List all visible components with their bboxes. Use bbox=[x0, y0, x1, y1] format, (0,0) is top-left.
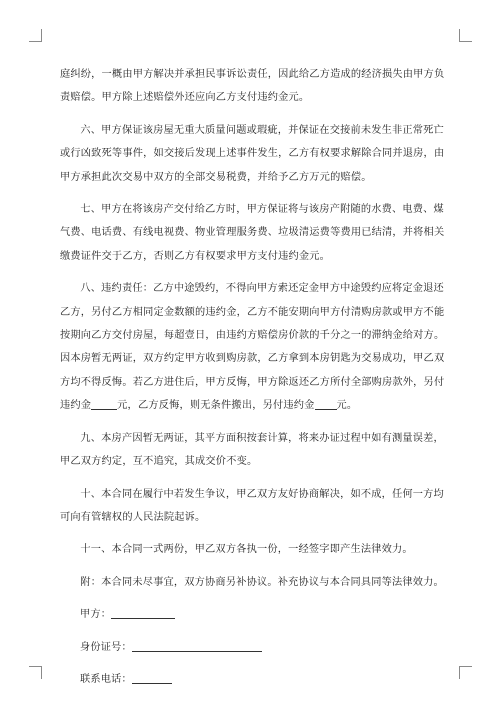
penalty-text: 元，乙方反悔，则无条件搬出，另付违约金 bbox=[117, 400, 315, 412]
clause-ten bbox=[60, 483, 444, 530]
text-line: 可向有管辖权的人民法院起诉。 bbox=[60, 511, 206, 523]
penalty-line bbox=[60, 394, 444, 417]
clause-nine bbox=[60, 427, 444, 474]
party-a-field bbox=[60, 603, 444, 626]
id-number-label: 身份证号： bbox=[80, 641, 132, 653]
party-a-label: 甲方： bbox=[80, 609, 112, 621]
text-line: 按期向乙方交付房屋，每超壹日，由违约方赔偿房价款的千分之一的滞纳金给对方。 bbox=[60, 330, 444, 342]
penalty-amount-blank bbox=[91, 397, 117, 410]
text-line: 庭纠纷，一概由甲方解决并承担民事诉讼责任，因此给乙方造成的经济损失由甲方负 bbox=[60, 69, 444, 80]
text-line: 附：本合同未尽事宜，双方协商另补协议。补充协议与本合同具同等法律效力。 bbox=[80, 576, 444, 588]
text-line: 或行凶致死等事件，如交接后发现上述事件发生，乙方有权要求解除合同并退房，由 bbox=[60, 148, 444, 160]
text-line: 因本房暂无两证，双方约定甲方收到购房款，乙方拿到本房钥匙为交易成功，甲乙双 bbox=[60, 353, 444, 365]
phone-blank bbox=[132, 671, 172, 684]
text-line: 甲乙双方约定，互不追究，其成交价不变。 bbox=[60, 456, 258, 468]
penalty-amount-blank-2 bbox=[315, 397, 337, 410]
crop-mark-bottom-left bbox=[29, 666, 42, 679]
clause-eleven bbox=[60, 538, 444, 561]
text-line: 方均不得反悔。若乙方进住后，甲方反悔，甲方除返还乙方所付全部购房款外，另付 bbox=[60, 376, 444, 388]
id-number-blank bbox=[132, 639, 262, 652]
clause-six bbox=[60, 119, 444, 189]
penalty-text: 元。 bbox=[336, 400, 358, 412]
crop-mark-top-left bbox=[29, 29, 42, 42]
paragraph-continuation bbox=[60, 63, 444, 110]
text-line: 八、违约责任：乙方中途毁约，不得向甲方索还定金甲方中途毁约应将定金退还 bbox=[80, 283, 444, 295]
party-a-blank bbox=[111, 606, 175, 619]
text-line: 六、甲方保证该房屋无重大质量问题或瑕疵，并保证在交接前未发生非正常死亡 bbox=[80, 124, 444, 136]
text-line: 责赔偿。甲方除上述赔偿外还应向乙方支付违约金元。 bbox=[60, 92, 310, 104]
text-line: 气费、电话费、有线电视费、物业管理服务费、垃圾清运费等费用已结清，并将相关 bbox=[60, 227, 444, 239]
clause-seven bbox=[60, 198, 444, 268]
text-line: 七、甲方在将该房产交付给乙方时，甲方保证将与该房产附随的水费、电费、煤 bbox=[80, 204, 444, 216]
text-line: 十、本合同在履行中若发生争议，甲乙双方友好协商解决，如不成，任何一方均 bbox=[80, 488, 444, 500]
appendix-note bbox=[60, 571, 444, 594]
text-line: 九、本房产因暂无两证，其平方面积按套计算，将来办证过程中如有测量误差， bbox=[80, 432, 444, 444]
text-line: 十一、本合同一式两份，甲乙双方各执一份，一经签字即产生法律效力。 bbox=[80, 544, 413, 556]
contract-body bbox=[60, 63, 444, 700]
penalty-text: 违约金 bbox=[60, 400, 92, 412]
phone-field bbox=[60, 668, 444, 691]
text-line: 乙方，另付乙方相同定金数额的违约金，乙方不能安期向甲方付清购房款或甲方不能 bbox=[60, 306, 444, 318]
phone-label: 联系电话： bbox=[80, 673, 132, 685]
text-line: 甲方承担此次交易中双方的全部交易税费，并给予乙方万元的赔偿。 bbox=[60, 171, 372, 183]
crop-mark-bottom-right bbox=[459, 666, 472, 679]
id-number-field bbox=[60, 636, 444, 659]
text-line: 缴费证件交于乙方，否则乙方有权要求甲方支付违约金元。 bbox=[60, 250, 331, 262]
crop-mark-top-right bbox=[459, 29, 472, 42]
clause-eight bbox=[60, 277, 444, 417]
